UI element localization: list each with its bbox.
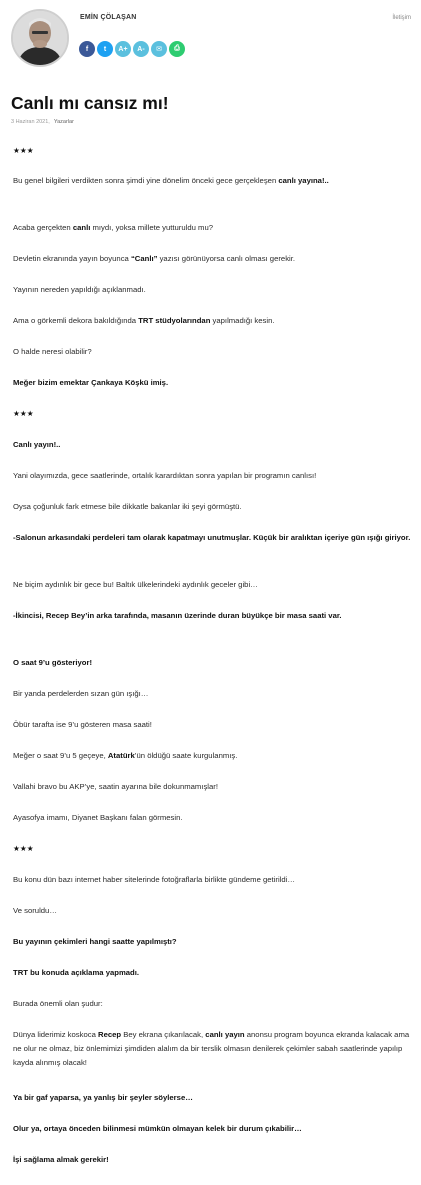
article-meta xyxy=(11,119,74,125)
article-paragraph: Vallahi bravo bu AKP’ye, saatin ayarına bile dokunmamışlar! xyxy=(13,782,218,791)
author-avatar[interactable] xyxy=(11,9,69,67)
article-paragraph: Meğer o saat 9’u 5 geçeye, Atatürk’ün öldüğü saate kurgulanmış. xyxy=(13,751,238,760)
article-paragraph: Burada önemli olan şudur: xyxy=(13,999,103,1008)
article-paragraph: Oysa çoğunluk fark etmese bile dikkatle bakanlar iki şeyi görmüştü. xyxy=(13,502,242,511)
print-icon[interactable]: ⎙ xyxy=(169,41,185,57)
article-title: Canlı mı cansız mı! xyxy=(11,93,169,113)
article-paragraph: İşi sağlama almak gerekir! xyxy=(13,1155,109,1164)
article-date: 3 Haziran 2021, xyxy=(11,119,50,125)
article-paragraph: Ya bir gaf yaparsa, ya yanlış bir şeyler söylerse… xyxy=(13,1093,193,1102)
facebook-icon[interactable]: f xyxy=(79,41,95,57)
font-increase-icon[interactable]: A+ xyxy=(115,41,131,57)
author-name[interactable]: EMİN ÇÖLAŞAN xyxy=(80,14,137,21)
article-paragraph: ★★★ xyxy=(13,146,34,155)
mail-icon[interactable]: ✉ xyxy=(151,41,167,57)
article-paragraph: Dünya liderimiz koskoca Recep Bey ekrana çıkarılacak, canlı yayın anonsu program boyunca ekranda kalacak ama ne olur ne olmaz, biz önlemimizi şimdiden alalım da bir terslik olmasın denilerek çekimler sabah saatlerinde yapılıp kayda alınmış olacak! xyxy=(13,1030,410,1067)
article-paragraph: TRT bu konuda açıklama yapmadı. xyxy=(13,968,140,977)
author-header xyxy=(0,0,421,72)
article-paragraph: Yani olayımızda, gece saatlerinde, ortalık karardıktan sonra yapılan bir programın canlısı! xyxy=(13,471,317,480)
article-paragraph: Yayının nereden yapıldığı açıklanmadı. xyxy=(13,285,146,294)
article-paragraph: Canlı yayın!.. xyxy=(13,440,61,449)
article-category-link[interactable]: Yazarlar xyxy=(53,119,74,125)
article-paragraph: Ama o görkemli dekora bakıldığında TRT stüdyolarından yapılmadığı kesin. xyxy=(13,316,275,325)
article-paragraph: Meğer bizim emektar Çankaya Köşkü imiş. xyxy=(13,378,169,387)
article-paragraph: Bu konu dün bazı internet haber sitelerinde fotoğraflarla birlikte gündeme getirildi… xyxy=(13,875,296,884)
article-paragraph: Devletin ekranında yayın boyunca “Canlı” yazısı görünüyorsa canlı olması gerekir. xyxy=(13,254,296,263)
share-toolbar xyxy=(79,41,185,57)
article-paragraph: Bu yayının çekimleri hangi saatte yapılmıştı? xyxy=(13,937,177,946)
article-paragraph: O halde neresi olabilir? xyxy=(13,347,92,356)
article-paragraph: Bir yanda perdelerden sızan gün ışığı… xyxy=(13,689,149,698)
article-paragraph: Ne biçim aydınlık bir gece bu! Baltık ülkelerindeki aydınlık geceler gibi… xyxy=(13,580,258,589)
contact-link[interactable]: İletişim xyxy=(392,15,411,21)
article-paragraph: Ayasofya imamı, Diyanet Başkanı falan görmesin. xyxy=(13,813,183,822)
article-paragraph: -Salonun arkasındaki perdeleri tam olarak kapatmayı unutmuşlar. Küçük bir aralıktan içeriye gün ışığı giriyor. xyxy=(13,533,411,542)
twitter-icon[interactable]: t xyxy=(97,41,113,57)
article-paragraph: Olur ya, ortaya önceden bilinmesi mümkün olmayan kelek bir durum çıkabilir… xyxy=(13,1124,302,1133)
article-paragraph: Acaba gerçekten canlı mıydı, yoksa millete yutturuldu mu? xyxy=(13,223,213,232)
article-paragraph: Bu genel bilgileri verdikten sonra şimdi yine dönelim önceki gece gerçekleşen canlı yayına!.. xyxy=(13,176,329,185)
article-paragraph: Ve soruldu… xyxy=(13,906,58,915)
article-paragraph: -İkincisi, Recep Bey’in arka tarafında, masanın üzerinde duran büyükçe bir masa saati var. xyxy=(13,611,342,620)
author-photo-icon xyxy=(13,11,67,65)
font-decrease-icon[interactable]: A- xyxy=(133,41,149,57)
article-paragraph: ★★★ xyxy=(13,844,34,853)
article-paragraph: ★★★ xyxy=(13,409,34,418)
article-paragraph: Öbür tarafta ise 9’u gösteren masa saati! xyxy=(13,720,152,729)
article-paragraph: O saat 9’u gösteriyor! xyxy=(13,658,93,667)
